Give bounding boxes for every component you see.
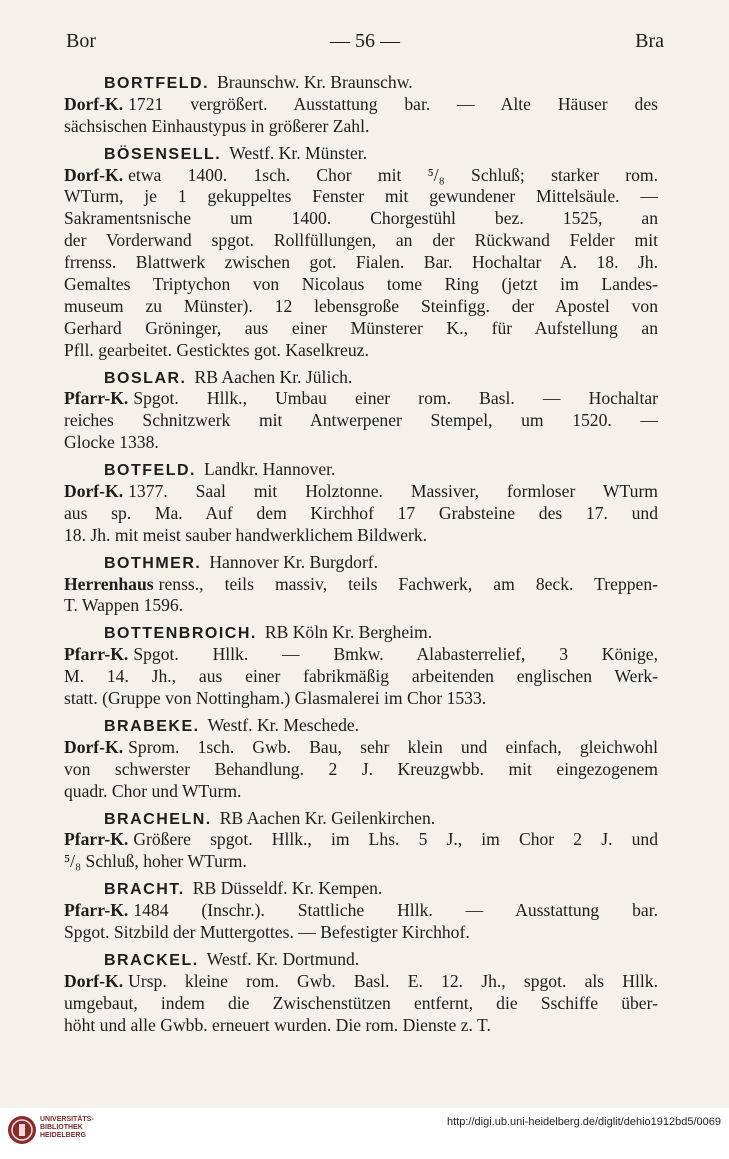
district: RB Aachen Kr. Geilenkirchen. [219,807,436,828]
line-text: sächsischen Einhaustypus in größerer Zahl. [64,115,370,136]
entry-heading [64,143,658,165]
line-text: aus sp. Ma. Auf dem Kirchhof 17 Grabsteine des 17. und [64,502,658,523]
place-name: BOSLAR. [104,369,187,387]
entry-heading [64,808,658,830]
entry [64,72,658,138]
line-text: 1377. Saal mit Holztonne. Massiver, formloser WTurm [128,481,658,502]
text-line [64,274,658,296]
line-text: Sakramentsnische um 1400. Chorgestühl bez. 1525, an [64,208,658,229]
line-text: 18. Jh. mit meist sauber handwerklichem Bildwerk. [64,524,428,545]
line-text: Ursp. kleine rom. Gwb. Basl. E. 12. Jh., spgot. als Hllk. [128,970,658,991]
district: Westf. Kr. Münster. [229,142,368,163]
text-line [64,503,658,525]
entry-heading [64,715,658,737]
line-text: etwa 1400. 1sch. Chor mit ⁵/₈ Schluß; starker rom. [128,164,658,185]
district: Westf. Kr. Meschede. [207,714,360,735]
text-line [64,595,658,617]
text-line [64,186,658,208]
text-line [64,432,658,454]
building-type: Dorf-K. [64,970,124,991]
entry-heading [64,878,658,900]
line-text: Pfll. gearbeitet. Gesticktes got. Kaselkreuz. [64,339,369,360]
line-text: umgebaut, indem die Zwischenstützen entfernt, die Sschiffe über- [64,992,658,1013]
place-name: BRACHT. [104,881,185,899]
running-header [66,30,664,60]
place-name: BOTTENBROICH. [104,625,257,643]
entry [64,878,658,944]
place-name: BOTFELD. [104,462,196,480]
district: Landkr. Hannover. [204,459,336,480]
line-text: Spgot. Sitzbild der Muttergottes. — Befestigter Kirchhof. [64,921,470,942]
entry [64,143,658,362]
library-logo-text: UNIVERSITÄTS- BIBLIOTHEK HEIDELBERG [40,1116,94,1139]
line-text: ⁵/₈ Schluß, hoher WTurm. [64,851,247,872]
text-line [64,340,658,362]
line-text: Gemaltes Triptychon von Nicolaus tome Ring (jetzt im Landes- [64,274,658,295]
entry [64,459,658,547]
entry [64,715,658,803]
line-text: Sprom. 1sch. Gwb. Bau, sehr klein und einfach, gleichwohl [128,736,658,757]
line-text: Spgot. Hllk., Umbau einer rom. Basl. — Hochaltar [133,388,658,409]
line-text: T. Wappen 1596. [64,595,184,616]
district: RB Düsseldf. Kr. Kempen. [192,878,383,899]
text-line [64,829,658,851]
place-name: BRACHELN. [104,810,212,828]
line-text: renss., teils massiv, teils Fachwerk, am 8eck. Treppen- [158,573,658,594]
entry-heading [64,552,658,574]
district: Westf. Kr. Dortmund. [206,948,360,969]
place-name: BÖSENSELL. [104,145,222,163]
line-text: frrenss. Blattwerk zwischen got. Fialen. Bar. Hochaltar A. 18. Jh. [64,252,658,273]
line-text: höht und alle Gwbb. erneuert wurden. Die rom. Dienste z. T. [64,1014,491,1035]
entry-heading [64,459,658,481]
line-text: WTurm, je 1 gekuppeltes Fenster mit gewundener Mittelsäule. — [64,186,658,207]
line-text: von schwerster Behandlung. 2 J. Kreuzgwbb. mit eingezogenem [64,758,658,779]
page-body [64,72,658,1041]
text-line [64,574,658,596]
district: RB Aachen Kr. Jülich. [194,366,353,387]
text-line [64,922,658,944]
line-text: Spgot. Hllk. — Bmkw. Alabasterrelief, 3 Könige, [133,644,658,665]
line-text: der Vorderwand spgot. Rollfüllungen, an der Rückwand Felder mit [64,230,658,251]
text-line [64,993,658,1015]
text-line [64,116,658,138]
place-name: BRABEKE. [104,717,200,735]
line-text: quadr. Chor und WTurm. [64,780,242,801]
district: RB Köln Kr. Bergheim. [264,622,433,643]
university-seal-icon [6,1114,38,1146]
text-line [64,318,658,340]
text-line [64,388,658,410]
building-type: Pfarr-K. [64,829,129,850]
line-text: Größere spgot. Hllk., im Lhs. 5 J., im Chor 2 J. und [133,829,658,850]
entry [64,622,658,710]
building-type: Dorf-K. [64,736,124,757]
building-type: Dorf-K. [64,164,124,185]
building-type: Pfarr-K. [64,900,129,921]
text-line [64,666,658,688]
district: Hannover Kr. Burgdorf. [209,551,379,572]
text-line [64,971,658,993]
building-type: Dorf-K. [64,93,124,114]
text-line [64,94,658,116]
text-line [64,759,658,781]
text-line [64,781,658,803]
source-url-link[interactable]: http://digi.ub.uni-heidelberg.de/diglit/dehio1912bd5/0069 [447,1116,721,1128]
building-type: Dorf-K. [64,481,124,502]
header-left: Bor [66,30,96,52]
text-line [64,525,658,547]
entry [64,808,658,874]
line-text: M. 14. Jh., aus einer fabrikmäßig arbeitenden englischen Werk- [64,666,658,687]
line-text: 1484 (Inschr.). Stattliche Hllk. — Ausstattung bar. [133,900,658,921]
district: Braunschw. Kr. Braunschw. [217,72,413,92]
place-name: BRACKEL. [104,951,199,969]
entry [64,552,658,618]
page-number: — 56 — [330,30,400,52]
building-type: Herrenhaus [64,573,154,594]
text-line [64,410,658,432]
text-line [64,1015,658,1037]
text-line [64,900,658,922]
line-text: reiches Schnitzwerk mit Antwerpener Stempel, um 1520. — [64,410,658,431]
text-line [64,737,658,759]
entry [64,949,658,1037]
text-line [64,688,658,710]
building-type: Pfarr-K. [64,388,129,409]
viewer-footer [0,1108,729,1159]
entry-heading [64,949,658,971]
text-line [64,230,658,252]
entry-heading [64,622,658,644]
line-text: statt. (Gruppe von Nottingham.) Glasmalerei im Chor 1533. [64,688,487,709]
text-line [64,208,658,230]
entry-heading [64,367,658,389]
text-line [64,644,658,666]
line-text: Glocke 1338. [64,432,159,453]
text-line [64,296,658,318]
line-text: Gerhard Gröninger, aus einer Münsterer K., für Aufstellung an [64,317,658,338]
line-text: 1721 vergrößert. Ausstattung bar. — Alte Häuser des [128,93,658,114]
entry-heading [64,72,658,94]
text-line [64,851,658,873]
text-line [64,481,658,503]
text-line [64,165,658,187]
place-name: BORTFELD. [104,75,210,92]
line-text: museum zu Münster). 12 lebensgroße Steinfigg. der Apostel von [64,295,658,316]
header-right: Bra [635,30,664,52]
building-type: Pfarr-K. [64,644,129,665]
place-name: BOTHMER. [104,554,202,572]
entry [64,367,658,455]
text-line [64,252,658,274]
